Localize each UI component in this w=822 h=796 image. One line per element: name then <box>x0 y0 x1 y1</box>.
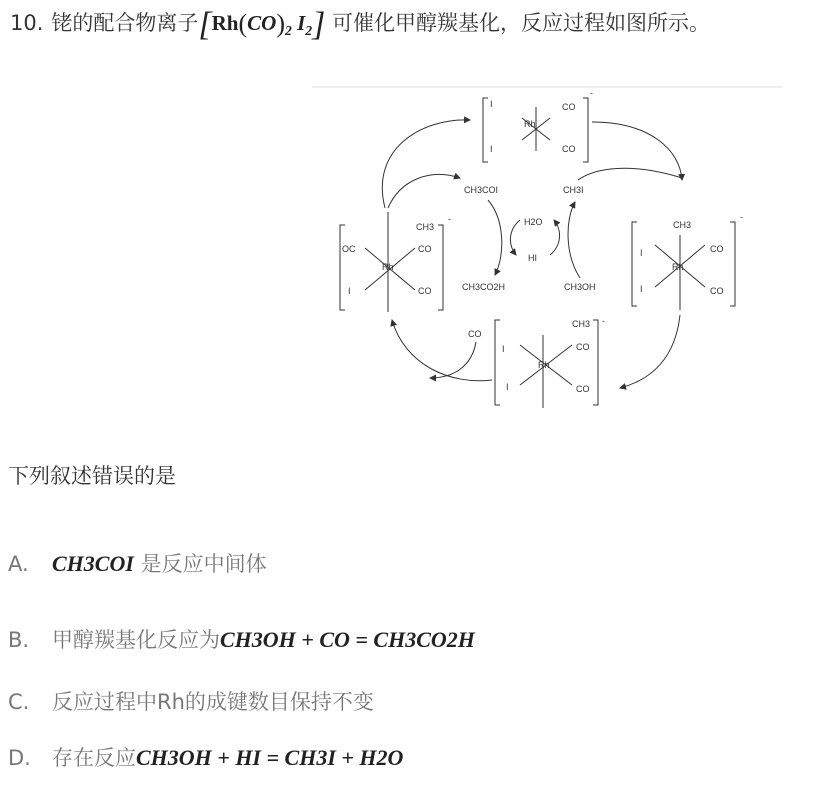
arrow-methanol-to-ch3i <box>568 202 580 278</box>
option-d[interactable]: D. 存在反应CH3OH + HI = CH3I + H2O <box>8 745 404 770</box>
svg-text:CH3: CH3 <box>572 319 591 329</box>
complex-right <box>632 212 743 310</box>
svg-text:I: I <box>506 382 509 392</box>
arrow-co-in <box>430 342 476 378</box>
svg-text:OC: OC <box>342 244 356 254</box>
svg-text:-: - <box>448 214 451 224</box>
svg-text:Rh: Rh <box>672 262 684 272</box>
catalytic-cycle-diagram <box>310 80 785 415</box>
arrow-ch3coi-to-acid <box>488 200 502 275</box>
arrow-ch3i-in <box>578 168 682 180</box>
option-b-formula: CH3OH + CO = CH3CO2H <box>220 627 475 652</box>
arrow-top-to-right <box>592 122 682 180</box>
label-ch3i: CH3I <box>563 185 584 195</box>
question-number: 10. <box>10 11 44 35</box>
complex-top <box>483 88 593 162</box>
option-b[interactable]: B. 甲醇羰基化反应为CH3OH + CO = CH3CO2H <box>8 627 475 652</box>
svg-text:-: - <box>602 316 605 326</box>
svg-text:CH3: CH3 <box>416 222 435 232</box>
svg-text:Rh: Rh <box>524 119 536 129</box>
label-ch3co2h: CH3CO2H <box>462 282 506 292</box>
svg-text:CO: CO <box>418 244 432 254</box>
arrow-release-ch3coi <box>388 175 460 208</box>
label-h2o: H2O <box>524 217 543 227</box>
label-co: CO <box>468 329 482 339</box>
svg-text:-: - <box>590 88 593 98</box>
label-ch3coi: CH3COI <box>464 185 499 195</box>
option-a-formula: CH3COI <box>52 551 134 576</box>
svg-text:CO: CO <box>562 102 576 112</box>
svg-text:I: I <box>640 248 643 258</box>
svg-text:CO: CO <box>418 286 432 296</box>
arrow-water <box>510 220 520 255</box>
complex-bottom <box>495 316 605 408</box>
svg-text:CO: CO <box>710 244 724 254</box>
question-title <box>10 8 710 46</box>
svg-text:I: I <box>502 344 505 354</box>
option-c[interactable]: C. 反应过程中Rh的成键数目保持不变 <box>8 690 374 714</box>
option-d-formula: CH3OH + HI = CH3I + H2O <box>136 745 404 770</box>
label-ch3oh: CH3OH <box>564 282 596 292</box>
arrow-right-to-bottom <box>620 315 680 388</box>
svg-text:CO: CO <box>576 384 590 394</box>
question-stem: 下列叙述错误的是 <box>8 464 176 488</box>
svg-text:I: I <box>490 99 493 109</box>
rhodium-ion-formula: [$Rh(CO)_2$ $I_2$] <box>198 6 326 43</box>
svg-text:I: I <box>640 284 643 294</box>
label-hi: HI <box>528 253 537 263</box>
question-rest: 可催化甲醇羰基化，反应过程如图所示。 <box>332 11 711 35</box>
svg-text:I: I <box>348 286 351 296</box>
svg-text:I: I <box>490 144 493 154</box>
svg-text:CO: CO <box>576 342 590 352</box>
svg-text:CO: CO <box>562 144 576 154</box>
arrow-hi <box>550 220 560 255</box>
question-intro: 铑的配合物离子 <box>51 11 199 35</box>
svg-text:Rh: Rh <box>382 262 394 272</box>
svg-text:CO: CO <box>710 286 724 296</box>
svg-text:-: - <box>740 212 743 222</box>
complex-left <box>340 212 451 312</box>
svg-text:Rh: Rh <box>538 360 550 370</box>
svg-text:CH3: CH3 <box>673 220 692 230</box>
option-a[interactable]: A. CH3COI 是反应中间体 <box>8 551 267 576</box>
